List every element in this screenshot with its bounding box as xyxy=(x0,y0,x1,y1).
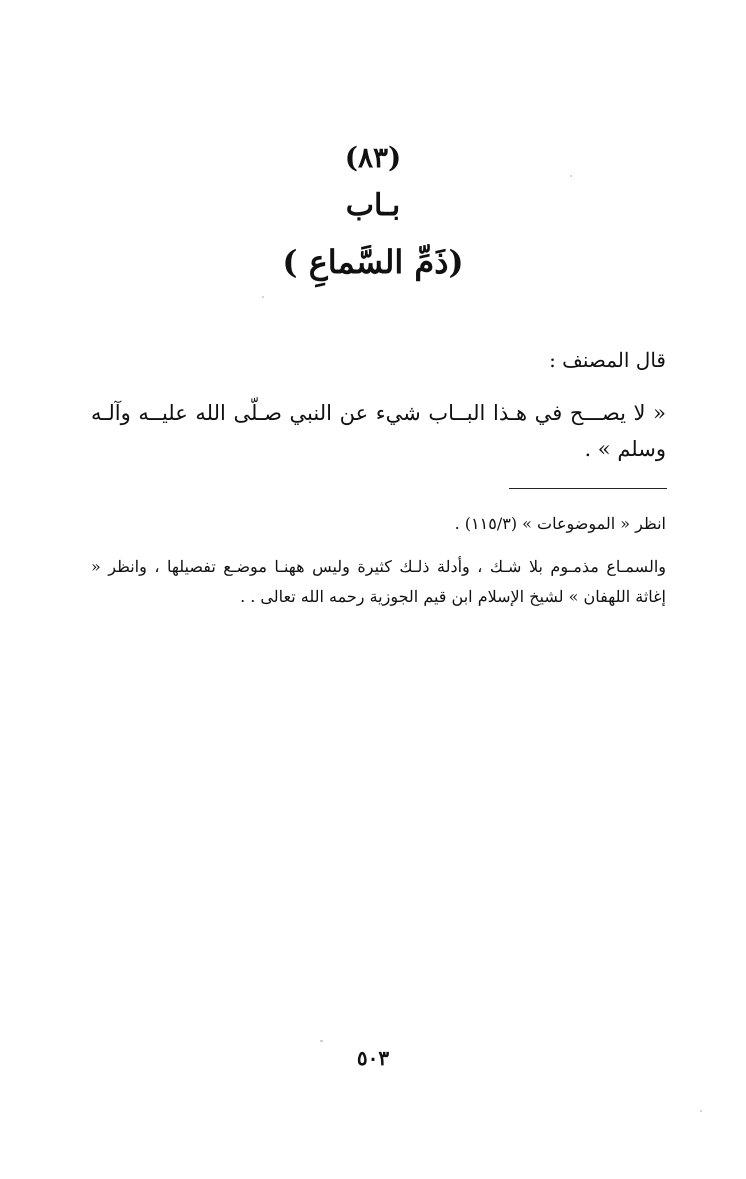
scan-speck xyxy=(262,296,264,298)
footnote-divider xyxy=(509,488,667,489)
page-number: ٥٠٣ xyxy=(356,1046,390,1070)
scan-speck xyxy=(320,1040,323,1042)
author-label: قال المصنف : xyxy=(549,348,666,372)
scan-speck xyxy=(570,175,572,177)
chapter-number: (٨٣) xyxy=(344,141,402,174)
chapter-label: بـاب xyxy=(345,188,401,223)
chapter-title: (ذَمِّ السَّماعِ ) xyxy=(282,243,464,281)
footnote-commentary: والسمـاع مذمـوم بلا شـك ، وأدلة ذلـك كثيرة وليس ههنـا موضـع تفصيلها ، وانظر « إغاثة اللهفان » لشيخ الإسلام ابن قيم الجوزية رحمه الله تعالى . . xyxy=(91,557,666,606)
footnote-reference: انظر « الموضوعات » (١١٥/٣) . xyxy=(454,514,666,533)
hadith-quote: « لا يصـــح في هـذا البــاب شيء عن النبي صـلّى الله عليــه وآلـه وسلم » . xyxy=(91,401,666,461)
scan-speck xyxy=(700,1110,702,1112)
